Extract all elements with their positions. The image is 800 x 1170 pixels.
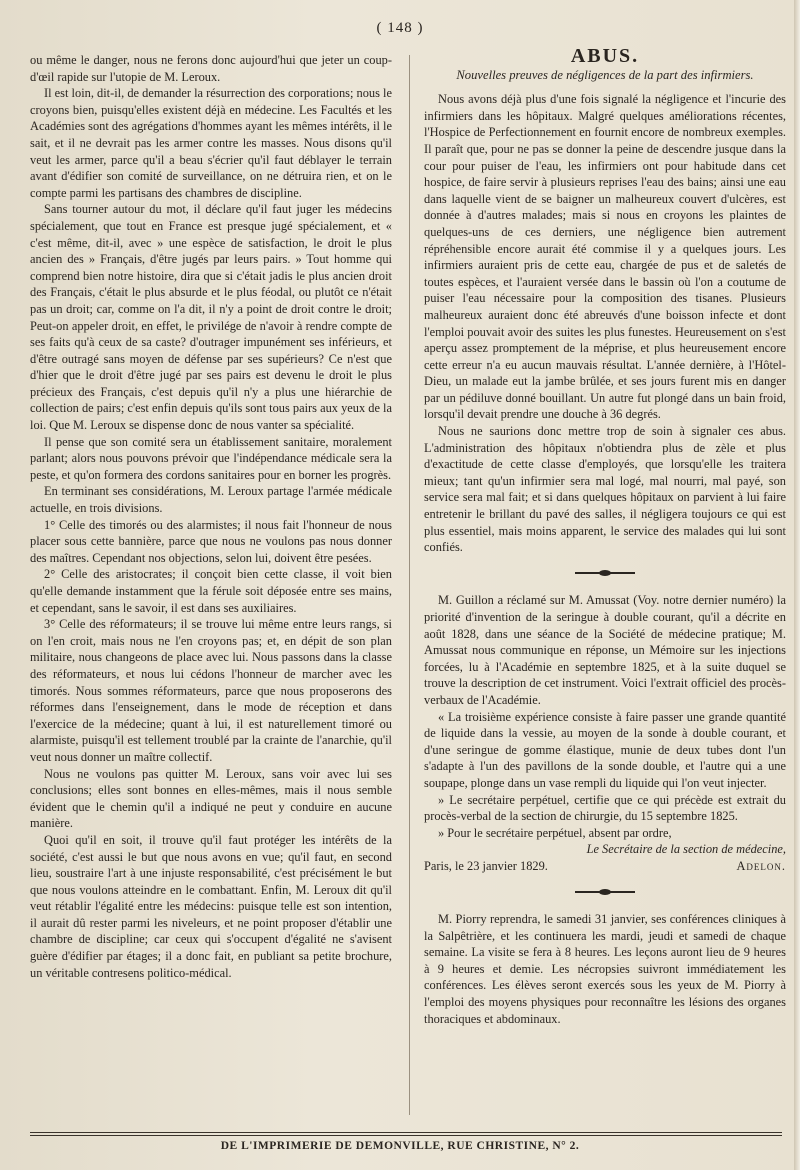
left-paragraph-6: 1° Celle des timorés ou des alarmistes; il nous fait l'honneur de nous placer sous cette bannière, parce que nous ne voulons pas nous donner des maîtres. Cependant nos objections, selon lui, doivent être pesées.	[30, 517, 392, 565]
left-paragraph-10: Quoi qu'il en soit, il trouve qu'il faut protéger les intérêts de la société, c'est aussi le but que nous avons en vue; qu'il faut, en second lieu, soustraire l'art à une injuste responsabilité, c'est précisément le but que nous voulons atteindre en le combattant. Enfin, M. Leroux dit qu'il veut rétablir l'égalité entre les médecins: puisque telle est son intention, il aurait dû rester parmi les niveleurs, et ne point proposer d'établir une chambre de discipline; car ceux qui s'occupent d'égalité ne s'avisent guère d'édifier par étages; il a donc fait, en publiant sa petite brochure, un véritable contresens politico-médical.	[30, 832, 392, 980]
ornament-divider-2	[424, 885, 786, 902]
left-paragraph-1: ou même le danger, nous ne ferons donc aujourd'hui que jeter un coup-d'œil rapide sur l'utopie de M. Leroux.	[30, 53, 392, 84]
footer-rule	[30, 1132, 782, 1136]
page-number: ( 148 )	[376, 20, 424, 36]
ornament-divider-1	[424, 566, 786, 583]
left-paragraph-7: 2° Celle des aristocrates; il conçoit bien cette classe, il voit bien qu'elle demande instamment que la férule soit déposée entre ses mains, et cependant, sans le savoir, il est dans ses auxiliaires.	[30, 567, 392, 615]
left-paragraph-8: 3° Celle des réformateurs; il se trouve lui même entre leurs rangs, si on l'en croit, mais nous ne l'en croyons pas; et, en dépit de son plan militaire, nous changeons de place avec lui. Nous passons dans la classe des réformateurs, et nous lui cédons l'honneur de marcher avec les timorés. Nous sommes réformateurs, parce que nous proposerons des réformes dans l'enseignement, dans le mode de réception et dans l'exercice de la médecine; quant à lui, il est naturellement timoré ou alarmiste, puisqu'il est tellement troublé par la crainte de l'anarchie, qu'il veut nous donner un maître collectif.	[30, 617, 392, 764]
guillon-paragraph-3: » Le secrétaire perpétuel, certifie que ce qui précède est extrait du procès-verbal de la section de chirurgie, du 15 septembre 1825.	[424, 792, 786, 824]
left-paragraph-5: En terminant ses considérations, M. Leroux partage l'armée médicale actuelle, en trois divisions.	[30, 484, 392, 516]
page-edge	[794, 0, 800, 1170]
guillon-paragraph-2: « La troisième expérience consiste à faire passer une grande quantité de liquide dans la vessie, au moyen de la sonde à double courant, et d'une seringue de gomme élastique, munie de deux tubes dont l'un s'adapte à l'un des pavillons de la sonde double, et l'autre qui a une soupape, plonge dans un vase rempli du liquide qui l'on veut injecter.	[424, 709, 786, 790]
guillon-paragraph-4: » Pour le secrétaire perpétuel, absent par ordre,	[438, 825, 672, 840]
signature-role: Le Secrétaire de la section de médecine,	[586, 842, 786, 857]
section-subtitle: Nouvelles preuves de négligences de la part des infirmiers.	[456, 67, 754, 82]
ornament-rule-icon	[575, 569, 635, 577]
signature-place: Paris, le 23 janvier 1829.	[424, 858, 548, 873]
printer-imprint: DE L'IMPRIMERIE DE DEMONVILLE, RUE CHRISTINE, N° 2.	[220, 1140, 580, 1152]
left-paragraph-3: Sans tourner autour du mot, il déclare qu'il faut juger les médecins spécialement, que tout en France est presque jugé spécialement, et « c'est même, dit-il, avec » une espèce de satisfaction, le droit le plus ancien des » Français, d'être jugés par leurs pairs. » Tout homme qui comprend bien notre histoire, dira que si c'était jadis le plus ancien droit des Français, c'était le plus absurde et le plus féodal, ou plutôt ce n'était pas un droit; car, comme on l'a dit, il n'y a point de droit contre le droit; Peut-on appeler droit, en effet, le privilége de n'avoir à rendre compte de ses faits qu'à ceux de sa caste? d'outrager impunément ses inférieurs, et d'être outragé sans moyen de défense par ses supérieurs? Ce n'est que d'hier que le droit d'être jugé par ses pairs est devenu le droit le plus précieux des Français, c'est depuis qu'il n'y a plus une hiérarchie de collection de pairs; c'est enfin depuis qu'ils sont tous pairs aux yeux de la loi. Que M. Leroux se dispense donc de nous vanter sa spécialité.	[30, 202, 392, 433]
signature-name: Adelon.	[736, 858, 786, 873]
piorry-paragraph: M. Piorry reprendra, le samedi 31 janvier, ses conférences cliniques à la Salpêtrière, et les continuera les mardi, jeudi et samedi de chaque semaine. La visite se fera à 8 heures. Les leçons auront lieu de 9 heures à 9 heures et demie. Les nécropsies suivront immédiatement les conférences. Les élèves seront exercés sous les yeux de M. Piorry à l'emploi des moyens physiques pour reconnaître les lésions des organes thoraciques et abdominaux.	[424, 912, 786, 1026]
left-paragraph-4: Il pense que son comité sera un établissement sanitaire, moralement parlant; alors nous pouvons prévoir que l'indépendance médicale sera la peste, et qu'on formera des cordons sanitaires pour en borner les progrès.	[30, 434, 392, 482]
abus-paragraph-1: Nous avons déjà plus d'une fois signalé la négligence et l'incurie des infirmiers dans les hôpitaux. Malgré quelques améliorations récentes, l'Hospice de Perfectionnement en fournit encore de nombreux exemples. Il paraît que, pour ne pas se donner la peine de descendre jusque dans la cour pour puiser de l'eau, les infirmiers ont pour habitude dans cet hospice, de faire servir à plusieurs reprises l'eau des bains; ainsi une eau dans laquelle vient de se baigner un malheureux couvert d'ulcères, est donnée à d'autres malades; mais si nous en croyons les plaintes de quelques-uns de ces derniers, une négligence bien autrement répréhensible encore aurait été commise il y a quelques jours. Les infirmiers auraient pris de cette eau, chargée de pus et de saletés de toutes espèces, et l'auraient versée dans le bassin où l'on a coutume de puiser l'eau nécessaire pour la composition des tisanes. Plusieurs malheureux auraient donc été abreuvés d'une boisson infecte et dont l'emploi pouvait avoir des suites les plus funestes. Heureusement on s'est aperçu assez promptement de la méprise, et plus heureusement encore cette erreur n'a eu aucun mauvais résultat. L'année dernière, à l'Hôtel-Dieu, un malade eut la jambe brûlée, et ses jours furent mis en danger par un pédiluve donné bouillant. Un autre fut plongé dans un bain froid, lorsqu'il devait prendre une douche à 36 degrés.	[424, 92, 786, 422]
signature-line	[424, 858, 786, 875]
abus-paragraph-2: Nous ne saurions donc mettre trop de soin à signaler ces abus. L'administration des hôpitaux n'obtiendra plus de zèle et plus d'exactitude de cette classe d'employés, que lorsqu'elle les traitera mieux; tant qu'un infirmier sera mal logé, mal nourri, mal payé, son service sera mal fait; et si dans quelques hôpitaux on parvient à lui faire entretenir le brillant du pavé des salles, il négligera toujours ce qui est plus essentiel, mais moins apparent, le service des malades qui lui sont confiés.	[424, 424, 786, 555]
column-divider	[409, 55, 410, 1115]
left-column	[30, 52, 392, 981]
left-paragraph-9: Nous ne voulons pas quitter M. Leroux, sans voir avec lui ses conclusions; elles sont bonnes en elles-mêmes, mais il nous semble évident que le chemin qu'il a indiqué ne peut y conduire en aucune manière.	[30, 766, 392, 831]
section-title-abus: ABUS.	[570, 45, 640, 67]
ornament-rule-icon	[575, 888, 635, 896]
guillon-paragraph-1: M. Guillon a réclamé sur M. Amussat (Voy. notre dernier numéro) la priorité d'invention de la seringue à double courant, qu'il a décrite en août 1828, dans une séance de la Société de médecine pratique; M. Amussat nous communique en réponse, un Mémoire sur les injections forcées, lu à l'Académie en septembre 1825, et à la suite duquel se trouve la description de cet instrument. Voici l'extrait officiel des procès-verbaux de l'Académie.	[424, 593, 786, 707]
left-paragraph-2: Il est loin, dit-il, de demander la résurrection des corporations; nous le croyons bien, puisqu'elles existent déjà en médecine. Les Facultés et les Académies sont des agrégations d'hommes ayant les mêmes intérêts, il le sait, et il ne devrait pas les armer contre les masses. Nous disons qu'il veut les armer, parce qu'il a beau s'écrier qu'il faut déblayer le terrain avant d'édifier son comité de surveillance, on ne détruira rien, et on le compte parmi les partisans des chambres de discipline.	[30, 86, 392, 200]
right-column	[424, 45, 786, 1027]
